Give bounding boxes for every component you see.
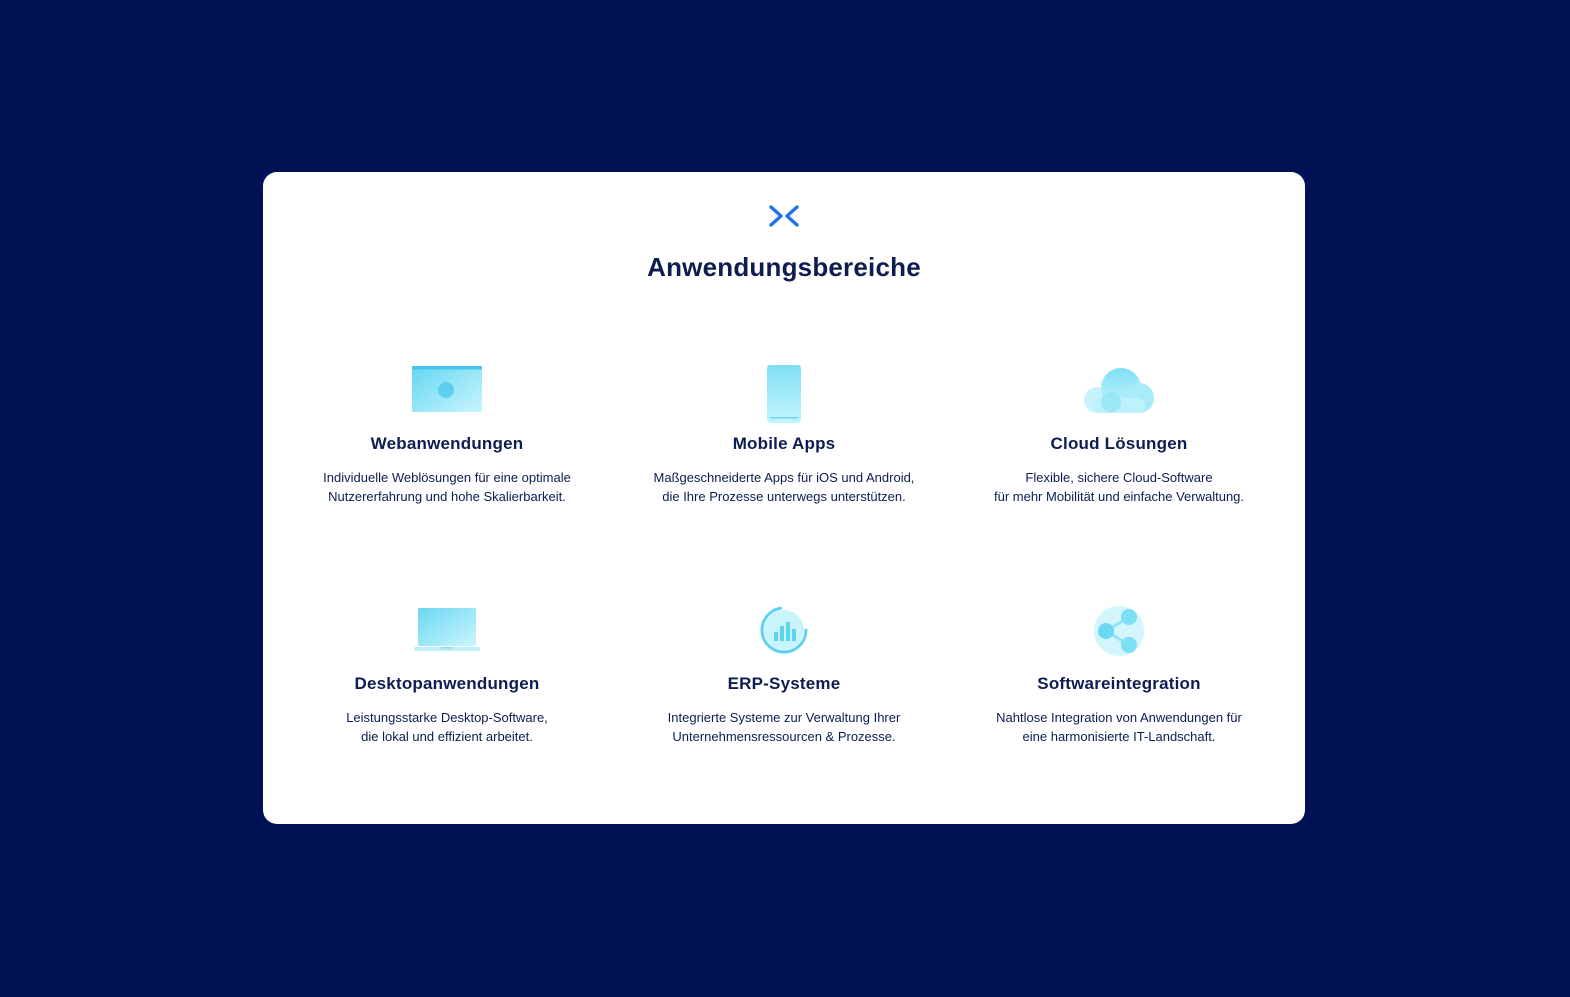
feature-title: Webanwendungen	[370, 434, 524, 453]
smartphone-icon	[764, 364, 804, 424]
feature-title: Desktopanwendungen	[354, 674, 540, 693]
brand-chevrons-icon	[768, 202, 800, 230]
feature-description: Maßgeschneiderte Apps für iOS und Android, die Ihre Prozesse unterwegs unterstützen.	[653, 470, 915, 504]
cloud-icon	[1081, 364, 1157, 416]
network-nodes-icon	[1092, 604, 1146, 658]
laptop-icon	[412, 604, 482, 656]
feature-title: Softwareintegration	[1037, 674, 1201, 693]
page-title: Anwendungsbereiche	[647, 252, 921, 282]
feature-title: Mobile Apps	[732, 434, 836, 453]
feature-title: Cloud Lösungen	[1050, 434, 1188, 453]
feature-description: Integrierte Systeme zur Verwaltung Ihrer Unternehmensressourcen & Prozesse.	[667, 710, 901, 744]
feature-title: ERP-Systeme	[727, 674, 841, 693]
applications-card	[263, 172, 1305, 824]
feature-description: Flexible, sichere Cloud-Software für mehr Mobilität und einfache Verwaltung.	[993, 470, 1245, 504]
browser-window-icon	[411, 364, 483, 414]
feature-description: Leistungsstarke Desktop-Software, die lokal und effizient arbeitet.	[346, 710, 548, 744]
feature-description: Individuelle Weblösungen für eine optimale Nutzererfahrung und hohe Skalierbarkeit.	[323, 470, 571, 504]
chart-gauge-icon	[758, 604, 810, 656]
feature-description: Nahtlose Integration von Anwendungen für eine harmonisierte IT-Landschaft.	[996, 710, 1242, 744]
